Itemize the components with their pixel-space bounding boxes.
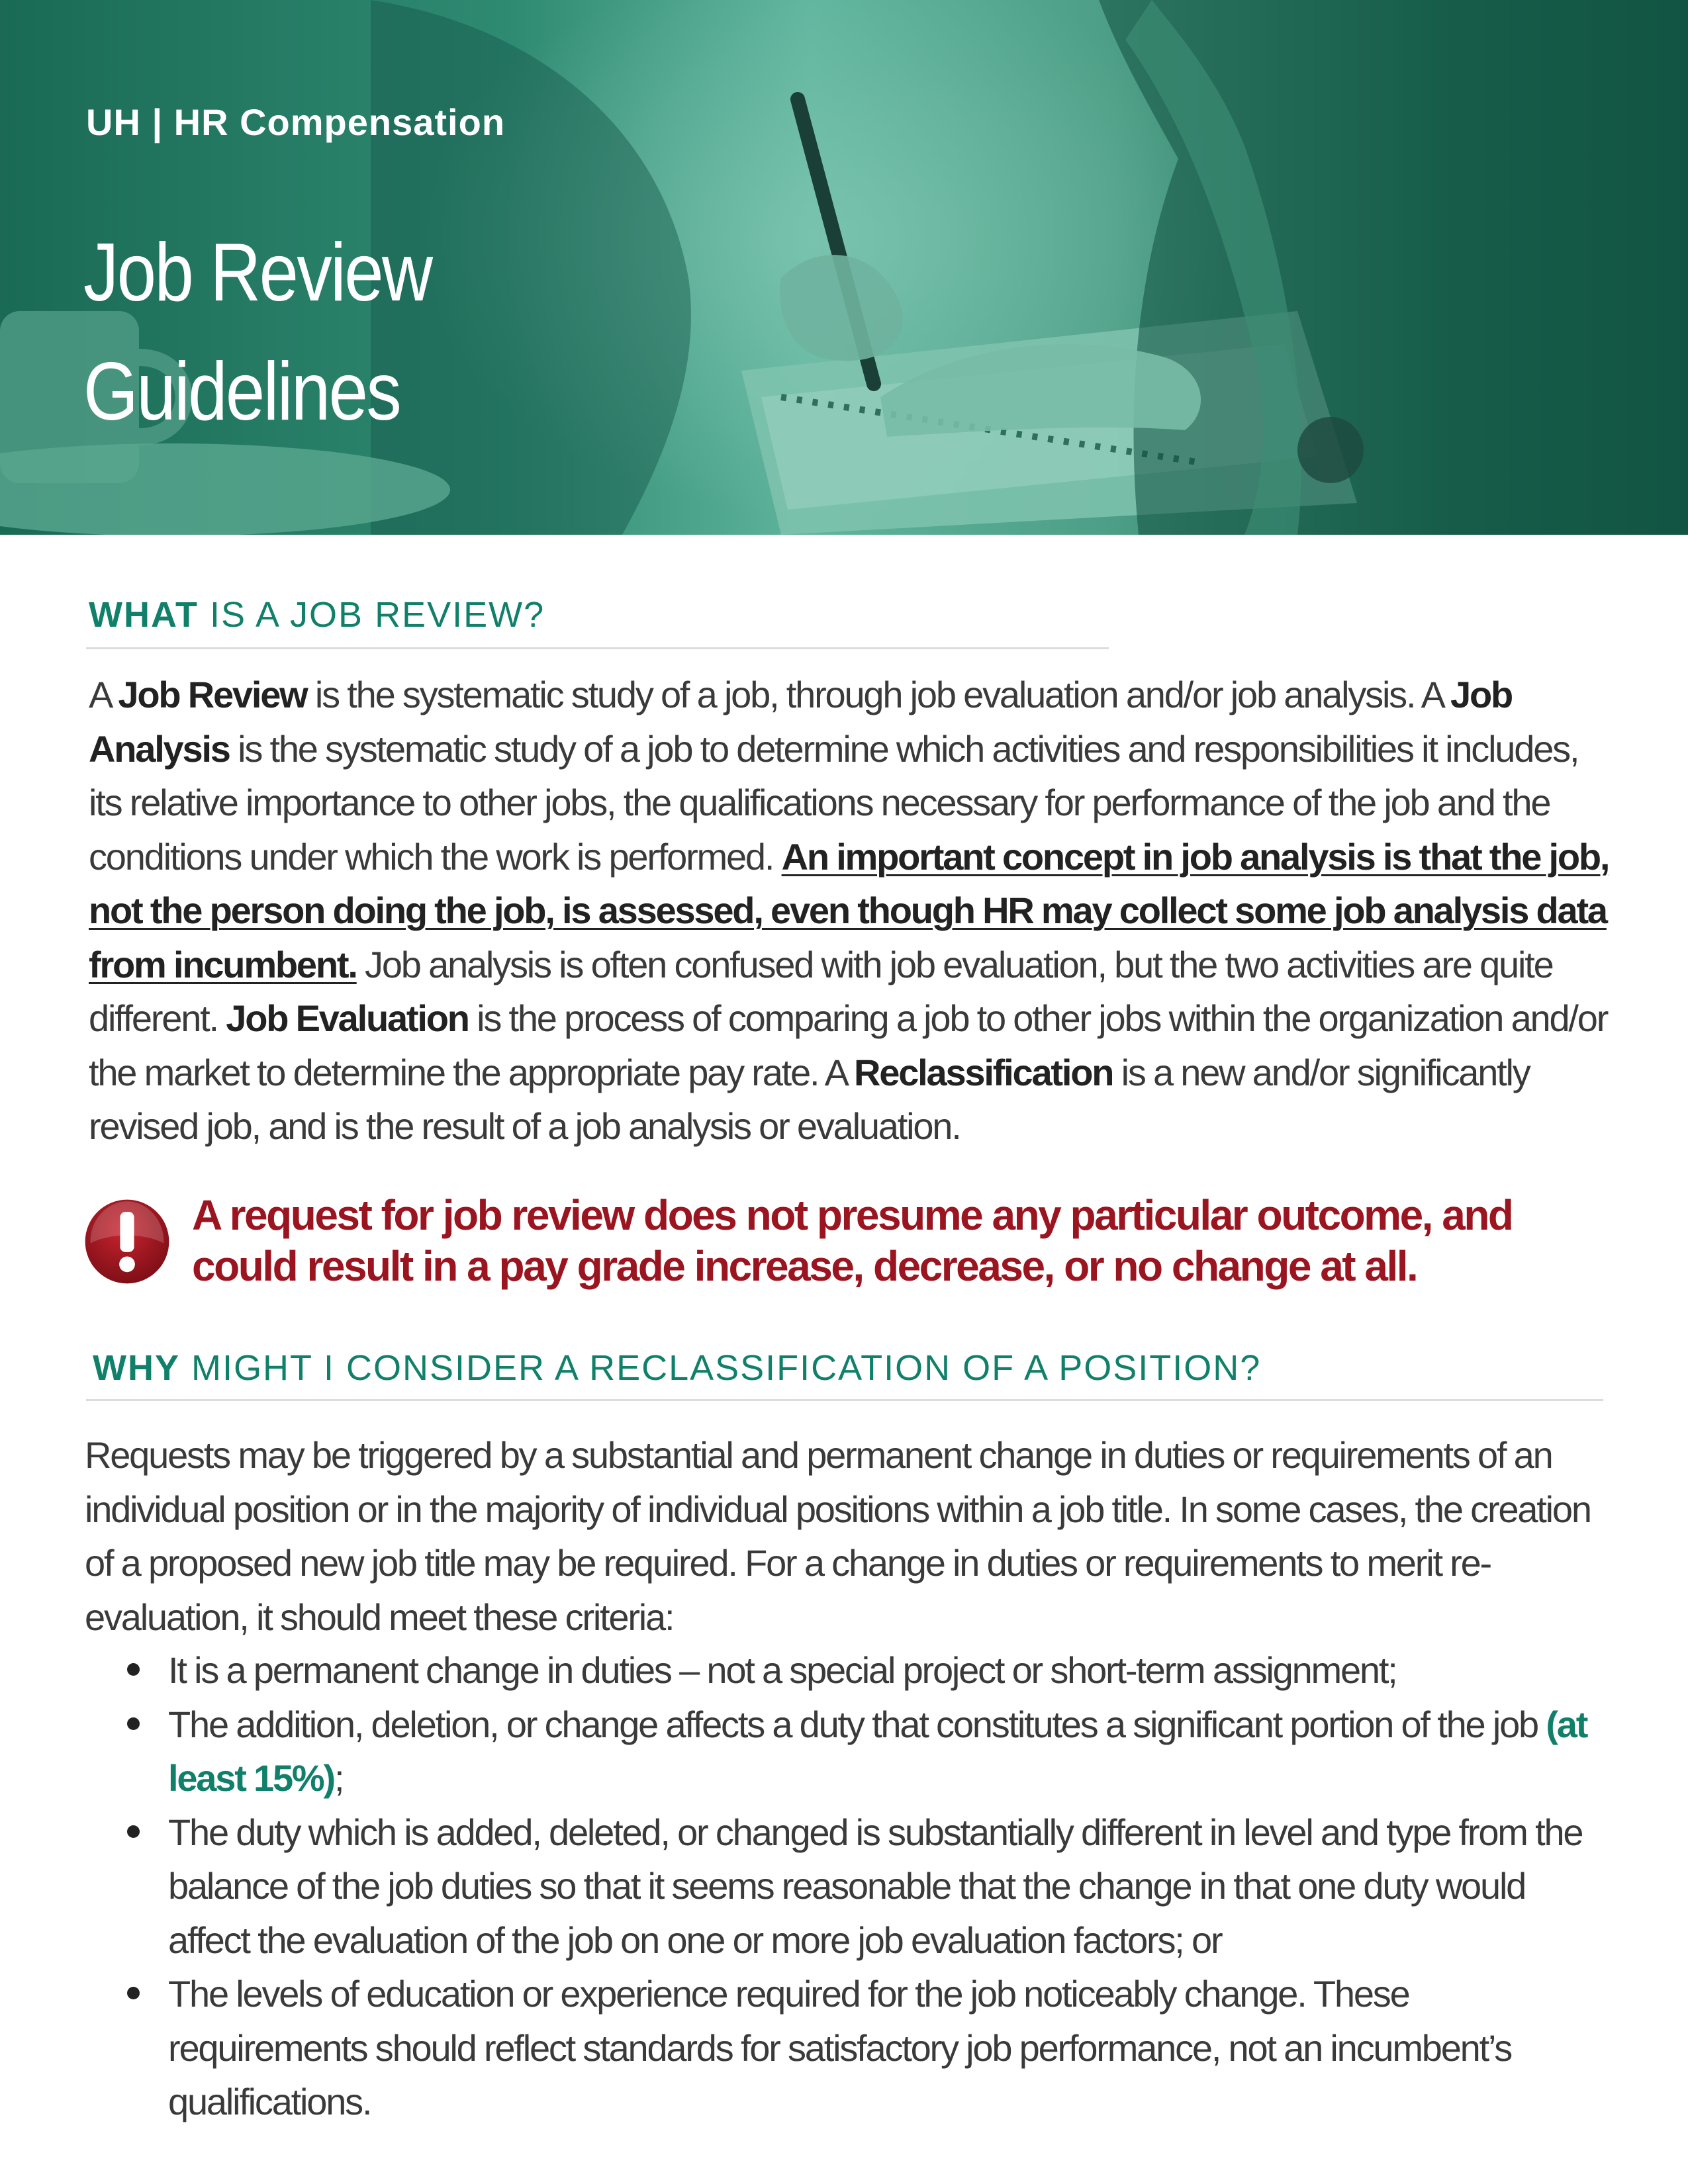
section-divider-what — [86, 647, 1109, 649]
criteria-text: It is a permanent change in duties – not a special project or short-term assignment; — [168, 1649, 1397, 1691]
section-heading-what-bold: WHAT — [89, 595, 199, 635]
list-item — [168, 1967, 1611, 2129]
exclamation-icon — [83, 1198, 171, 1285]
job-review-definition — [89, 668, 1611, 1154]
term-job-evaluation: Job Evaluation — [226, 997, 469, 1039]
alert-message: A request for job review does not presume any particular outcome, and could result in a pay grade increase, decrease, or no change at all. — [192, 1191, 1513, 1290]
page-title-line-2: Guidelines — [83, 346, 400, 437]
text-span: is the process of comparing a job to other jobs within the organization and/or the market to determine the appropriate pay rate. A — [89, 997, 1608, 1093]
criteria-text: The levels of education or experience required for the job noticeably change. These requirements should reflect standards for satisfactory job performance, not an incumbent’s qualifications. — [168, 1973, 1511, 2122]
key-concept-underlined: An important concept in job analysis is that the job, not the person doing the job, is assessed, even though HR may collect some job analysis data from incumbent. — [89, 835, 1609, 985]
page-title — [83, 213, 431, 451]
list-item — [168, 1805, 1611, 1968]
term-reclassification: Reclassification — [854, 1051, 1113, 1093]
criteria-text: The duty which is added, deleted, or changed is substantially different in level and type from the balance of the job duties so that it seems reasonable that the change in that one duty would affect the evaluation of the job on one or more job evaluation factors; or — [168, 1811, 1583, 1961]
list-item — [168, 1643, 1611, 1698]
text-span: A — [89, 674, 118, 715]
section-heading-what-rest: IS A JOB REVIEW? — [198, 595, 545, 635]
section-divider-why — [86, 1399, 1603, 1401]
section-heading-why — [93, 1346, 1261, 1390]
header-banner — [0, 0, 1688, 535]
criteria-text: The addition, deletion, or change affects a duty that constitutes a significant portion of the job — [168, 1703, 1546, 1745]
criteria-text-tail: ; — [334, 1757, 344, 1799]
section-heading-what — [89, 593, 545, 637]
term-job-analysis: Job Analysis — [89, 674, 1512, 770]
section-heading-why-bold: WHY — [93, 1348, 180, 1388]
page-title-line-1: Job Review — [83, 227, 432, 318]
term-job-review: Job Review — [118, 674, 307, 715]
section-heading-why-rest: MIGHT I CONSIDER A RECLASSIFICATION OF A POSITION? — [179, 1348, 1262, 1388]
text-span: is a new and/or significantly revised job, and is the result of a job analysis or evaluation. — [89, 1051, 1530, 1147]
text-span: is the systematic study of a job to determine which activities and responsibilities it includes, its relative importance to other jobs, the qualifications necessary for performance of the job and the conditions under which the work is performed. — [89, 727, 1579, 878]
reclassification-intro: Requests may be triggered by a substantial and permanent change in duties or requirements of an individual position or in the majority of individual positions within a job title. In some cases, the creation of a proposed new job title may be required. For a change in duties or requirements to merit re-evaluation, it should meet these criteria: — [85, 1434, 1591, 1638]
criteria-list — [168, 1643, 1611, 2129]
text-span: is the systematic study of a job, through job evaluation and/or job analysis. A — [306, 674, 1451, 715]
list-item — [168, 1698, 1611, 1805]
threshold-highlight: (at least 15%) — [168, 1703, 1587, 1799]
text-span: Job analysis is often confused with job evaluation, but the two activities are quite different. — [89, 943, 1553, 1039]
brand-label: UH | HR Compensation — [86, 101, 506, 143]
